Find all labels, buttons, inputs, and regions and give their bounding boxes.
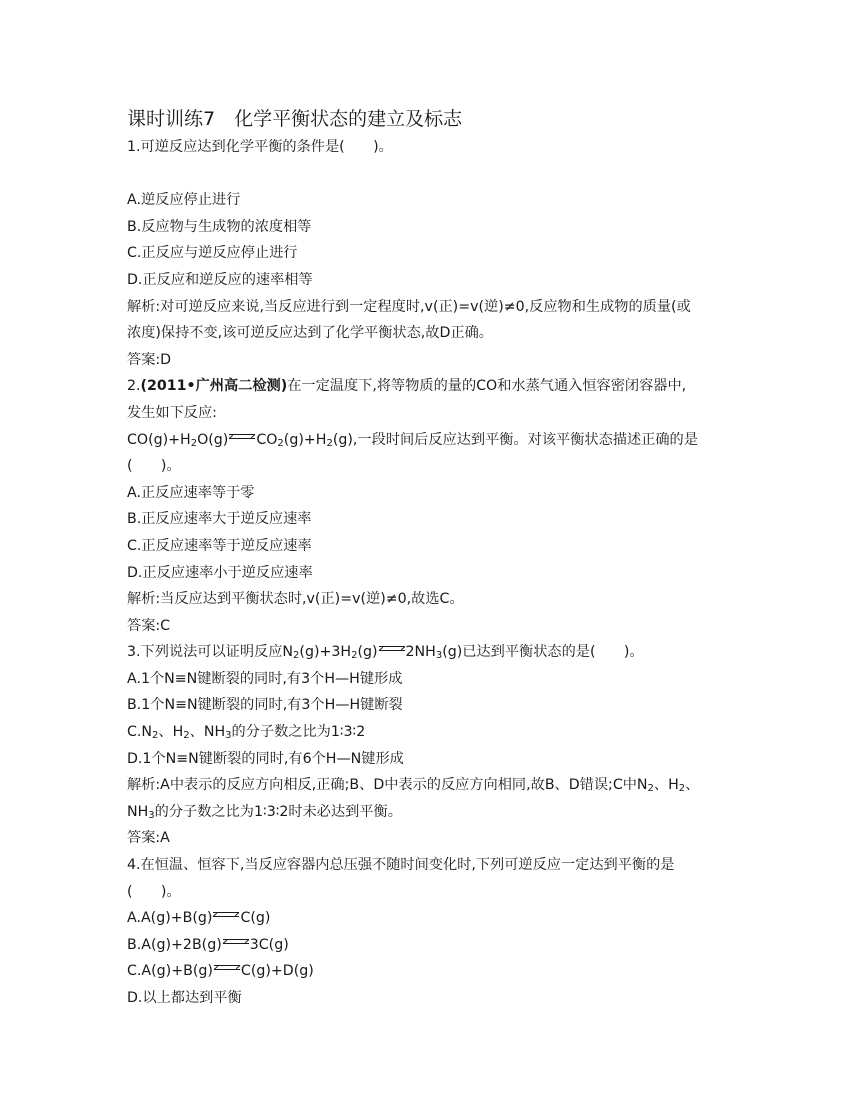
document-page [127,104,747,1012]
stem-text: 2NH [405,644,436,661]
analysis-text: 、H [653,777,679,794]
q2-option-d: D.正反应速率小于逆反应速率 [127,564,313,581]
analysis-text: 、 [685,777,700,794]
stem-text: (g)已达到平衡状态的是( )。 [442,644,644,661]
q2-stem-line-2: 发生如下反应: [127,404,217,421]
eq-text: O(g) [197,431,229,448]
q1-option-c: C.正反应与逆反应停止进行 [127,245,298,262]
q2-source: (2011•广州高二检测) [140,378,288,395]
subscript: 2 [190,437,198,449]
subscript: 2 [277,437,284,449]
q3-analysis-line-1 [127,772,747,799]
q4-option-b [127,932,747,959]
option-text: 、H [158,724,184,741]
option-text: C(g) [240,910,271,927]
q2-equation-line [127,427,747,454]
subscript: 3 [148,809,155,821]
equilibrium-arrow-icon [223,938,249,946]
option-text: C.A(g)+B(g) [127,963,213,980]
q3-option-b: B.1个N≡N键断裂的同时,有3个H—H键断裂 [127,697,403,714]
q2-option-b: B.正反应速率大于逆反应速率 [127,511,312,528]
q1-option-b: B.反应物与生成物的浓度相等 [127,218,312,235]
q1-option-d: D.正反应和逆反应的速率相等 [127,271,313,288]
blank-line [127,161,747,188]
equilibrium-arrow-icon [229,433,255,441]
q2-analysis: 解析:当反应达到平衡状态时,v(正)=v(逆)≠0,故选C。 [127,591,464,608]
q4-stem-line-1: 4.在恒温、恒容下,当反应容器内总压强不随时间变化时,下列可逆反应一定达到平衡的是 [127,857,675,874]
q1-option-a: A.逆反应停止进行 [127,192,241,209]
option-text: C(g)+D(g) [240,963,314,980]
option-text: A.A(g)+B(g) [127,910,213,927]
subscript: 2 [183,730,190,742]
eq-text: (g)+H [283,431,327,448]
q2-number: 2. [127,378,141,395]
q3-option-c [127,719,747,746]
analysis-text: 的分子数之比为1∶3∶2时未必达到平衡。 [154,803,402,820]
option-text: 的分子数之比为1∶3∶2 [231,724,366,741]
q2-option-a: A.正反应速率等于零 [127,484,255,501]
stem-text: (g) [357,644,378,661]
q3-option-d: D.1个N≡N键断裂的同时,有6个H—N键形成 [127,750,404,767]
page-title: 课时训练7 化学平衡状态的建立及标志 [127,108,463,130]
q3-answer: 答案:A [127,830,170,847]
q1-analysis-line-2: 浓度)保持不变,该可逆反应达到了化学平衡状态,故D正确。 [127,325,493,342]
stem-text: 3.下列说法可以证明反应N [127,644,294,661]
subscript: 2 [678,783,686,795]
q4-option-d: D.以上都达到平衡 [127,990,242,1006]
q3-analysis-line-2 [127,799,747,826]
q4-option-c [127,958,747,985]
option-text: 3C(g) [249,936,289,953]
q3-stem [127,639,747,666]
subscript: 2 [351,650,358,662]
q1-analysis-line-1: 解析:对可逆反应来说,当反应进行到一定程度时,v(正)=v(逆)≠0,反应物和生成物的质量(或 [127,298,691,315]
q1-answer: 答案:D [127,351,172,368]
q2-stem-line-1 [127,373,747,400]
stem-text: (g)+3H [299,644,352,661]
equilibrium-arrow-icon [214,964,240,972]
equilibrium-arrow-icon [213,911,239,919]
analysis-text: 解析:A中表示的反应方向相反,正确;B、D中表示的反应方向相同,故B、D错误;C中N [127,777,648,794]
q2-option-c: C.正反应速率等于逆反应速率 [127,537,312,554]
subscript: 2 [326,437,333,449]
eq-text: CO [256,431,278,448]
subscript: 3 [225,730,232,742]
analysis-text: NH [127,803,149,820]
q2-stem-line-3: ( )。 [127,458,181,475]
option-text: 、NH [189,724,226,741]
subscript: 2 [293,650,300,662]
q3-option-a: A.1个N≡N键断裂的同时,有3个H—H键形成 [127,670,403,687]
q1-stem: 1.可逆反应达到化学平衡的条件是( )。 [127,139,393,155]
q2-answer: 答案:C [127,617,171,634]
q2-stem-text: 在一定温度下,将等物质的量的CO和水蒸气通入恒容密闭容器中, [287,378,687,395]
q4-stem-line-2: ( )。 [127,883,181,900]
eq-text: CO(g)+H [127,431,191,448]
eq-text: (g),一段时间后反应达到平衡。对该平衡状态描述正确的是 [332,431,698,448]
subscript: 2 [152,730,159,742]
subscript: 2 [647,783,654,795]
q4-option-a [127,905,747,932]
option-text: C.N [127,724,153,741]
equilibrium-arrow-icon [379,645,405,653]
option-text: B.A(g)+2B(g) [127,936,222,953]
subscript: 3 [435,650,443,662]
